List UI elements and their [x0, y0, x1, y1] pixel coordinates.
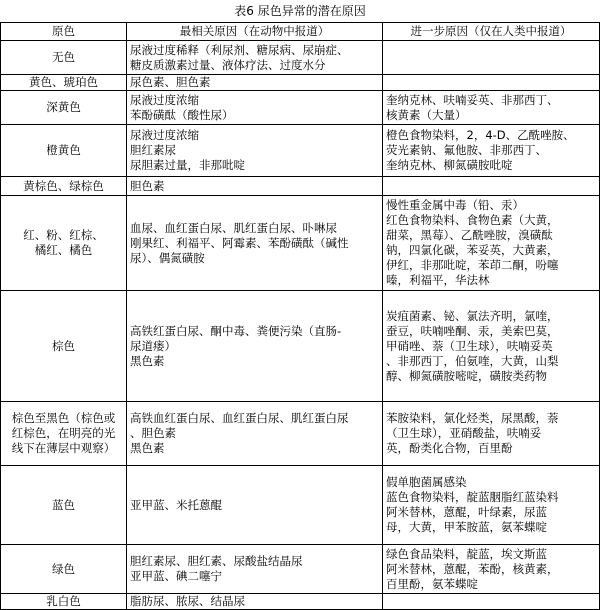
- cell-line: 甲硝唑、萘（卫生球），呋喃妥英: [386, 338, 553, 353]
- cell-color: [1, 41, 127, 75]
- cell-human-causes: [383, 75, 600, 91]
- cell-human-causes: [383, 41, 600, 75]
- cell-line: 炭疽菌素、铋、氯法齐明，氯喹，: [386, 308, 559, 323]
- cell-line: 血尿、血红蛋白尿、肌红蛋白尿、卟啉尿: [130, 220, 337, 235]
- cell-line: 假单胞菌属感染: [386, 475, 467, 489]
- table-row: [1, 41, 600, 75]
- cell-line: 高铁血红蛋白尿、血红蛋白尿、肌红蛋白尿: [130, 411, 349, 425]
- cell-line: 线下在薄层中观察）: [11, 441, 116, 455]
- cell-line: 钠，四氯化碳，苯妥英，大黄素，: [386, 243, 559, 257]
- cell-line: 刚果红、利福平、阿霉素、苯酚磺酞（碱性: [130, 235, 349, 250]
- cell-line: 亚甲蓝、碘二噻宁: [130, 569, 222, 583]
- cell-color: [1, 291, 127, 402]
- cell-line: 棕色: [52, 338, 75, 353]
- cell-animal-causes: [127, 177, 383, 196]
- cell-line: 绿色: [52, 561, 75, 576]
- cell-human-causes: [383, 125, 600, 177]
- cell-line: 尿）、偶氮磺胺: [130, 250, 205, 265]
- cell-line: 亚甲蓝、米托蒽醌: [130, 497, 222, 512]
- cell-line: 蓝色食物染料，靛蓝胭脂红蓝染料: [386, 490, 559, 504]
- cell-animal-causes: [127, 545, 383, 594]
- cell-line: 高铁红蛋白尿、酮中毒、粪便污染（直肠-: [130, 323, 342, 338]
- cell-human-causes: [383, 594, 600, 610]
- cell-color: [1, 545, 127, 594]
- cell-line: 核黄素（大量）: [386, 107, 467, 122]
- cell-line: 黑色素: [130, 441, 165, 455]
- cell-animal-causes: [127, 125, 383, 177]
- table-row: [1, 196, 600, 291]
- cell-line: 黄色、琥珀色: [29, 75, 98, 89]
- cell-line: 阿米替林，蒽醌，苯酚，核黄素，: [386, 561, 559, 576]
- cell-line: 奎纳克林、呋喃妥英、非那西丁、: [386, 92, 559, 107]
- cell-line: 尿色素、胆色素: [130, 75, 211, 89]
- table-row: [1, 545, 600, 594]
- cell-line: 醇、柳氮磺胺嘧啶，磺胺类药物: [386, 368, 547, 383]
- cell-line: 红棕色，在明亮的光: [11, 426, 116, 440]
- cell-line: 苯胺染料，氯化烃类，尿黑酸，萘: [386, 411, 559, 425]
- cell-color: [1, 177, 127, 196]
- cell-color: [1, 466, 127, 545]
- cell-line: 无色: [52, 50, 75, 64]
- cell-line: 慢性重金属中毒（铅、汞）: [386, 198, 524, 212]
- table-row: [1, 291, 600, 402]
- cell-human-causes: [383, 466, 600, 545]
- cell-animal-causes: [127, 196, 383, 291]
- cell-human-causes: [383, 177, 600, 196]
- table-row: [1, 402, 600, 466]
- cell-line: 橙黄色: [46, 143, 81, 157]
- cell-color: [1, 594, 127, 610]
- cell-line: 黄棕色、绿棕色: [23, 178, 104, 193]
- cell-animal-causes: [127, 466, 383, 545]
- cell-line: 尿液过度浓缩: [130, 92, 199, 107]
- cell-line: 深黄色: [46, 100, 81, 114]
- header-row: [1, 23, 600, 41]
- cell-line: 红色食物染料、食物色素（大黄，: [386, 213, 559, 227]
- cell-human-causes: [383, 196, 600, 291]
- cell-animal-causes: [127, 41, 383, 75]
- cell-line: 母，大黄，甲苯胺蓝，氨苯蝶啶: [386, 520, 547, 534]
- cell-line: 乳白色: [46, 594, 81, 608]
- cell-line: 胆红素尿、胆红素、尿酸盐结晶尿: [130, 554, 303, 568]
- table-row: [1, 75, 600, 91]
- cell-line: 脂肪尿、脓尿、结晶尿: [130, 594, 245, 608]
- cell-line: 蓝色: [52, 497, 75, 512]
- cell-line: 百里酚，氨苯蝶啶: [386, 576, 478, 591]
- cell-line: 红、粉、红棕、: [23, 228, 104, 242]
- cell-line: 荧光素钠、氟他胺、非那西丁、: [386, 143, 547, 157]
- cell-human-causes: [383, 291, 600, 402]
- cell-line: 绿色食品染料，靛蓝，埃文斯蓝: [386, 546, 547, 561]
- cell-line: 胆色素: [130, 178, 165, 193]
- cell-animal-causes: [127, 594, 383, 610]
- cell-line: 苯酚磺酞（酸性尿）: [130, 107, 234, 122]
- cell-line: 伊红，非那吡啶，苯茚二酮，吩噻: [386, 258, 559, 272]
- cell-line: （卫生球），亚硝酸盐，呋喃妥: [386, 426, 542, 440]
- cell-line: 棕色至黑色（棕色或: [11, 411, 116, 425]
- header-animal-causes: 最相关原因（在动物中报道）: [127, 23, 383, 41]
- cell-line: 阿米替林，蒽醌，叶绿素，尿蓝: [386, 505, 547, 519]
- cell-human-causes: [383, 402, 600, 466]
- cell-color: [1, 75, 127, 91]
- table-row: [1, 594, 600, 610]
- table-row: [1, 125, 600, 177]
- cell-line: 、非那西丁，伯氨喹，大黄，山梨: [386, 353, 559, 368]
- cell-color: [1, 125, 127, 177]
- header-color: 原色: [1, 23, 127, 41]
- cell-line: 糖皮质激素过量、液体疗法、过度水分: [130, 57, 326, 72]
- cell-line: 嗪，利福平，华法林: [386, 273, 490, 287]
- cell-animal-causes: [127, 291, 383, 402]
- cell-human-causes: [383, 545, 600, 594]
- cell-line: 尿液过度浓缩: [130, 128, 199, 142]
- table-row: [1, 91, 600, 125]
- cell-line: 橘红、橘色: [34, 243, 93, 257]
- cell-line: 蚕豆，呋喃唑酮、汞，美索巴莫，: [386, 323, 559, 338]
- cell-line: 黑色素: [130, 353, 165, 368]
- cell-line: 奎纳克林、柳氮磺胺吡啶: [386, 158, 513, 172]
- cell-line: 尿胆素过量，非那吡啶: [130, 158, 245, 172]
- cell-line: 胆红素尿: [130, 143, 176, 157]
- cell-human-causes: [383, 91, 600, 125]
- cell-line: 英，酚类化合物，百里酚: [386, 441, 513, 455]
- cell-color: [1, 196, 127, 291]
- header-human-causes: 进一步原因（仅在人类中报道）: [383, 23, 600, 41]
- table-row: [1, 177, 600, 196]
- cell-color: [1, 402, 127, 466]
- cell-animal-causes: [127, 75, 383, 91]
- table-row: [1, 466, 600, 545]
- table-title: 表6 尿色异常的潜在原因: [234, 4, 366, 18]
- cell-color: [1, 91, 127, 125]
- cell-line: 橙色食物染料，2，4-D、乙酰唑胺、: [386, 128, 575, 142]
- cell-animal-causes: [127, 402, 383, 466]
- cell-line: 尿液过度稀释（利尿剂、糖尿病、尿崩症、: [130, 42, 349, 57]
- cell-line: 、胆色素: [130, 426, 176, 440]
- cell-animal-causes: [127, 91, 383, 125]
- cell-line: 尿道瘘）: [130, 338, 176, 353]
- urine-color-table: [0, 22, 600, 610]
- cell-line: 甜菜，黑莓）、乙酰唑胺，溴磺酞: [386, 228, 553, 242]
